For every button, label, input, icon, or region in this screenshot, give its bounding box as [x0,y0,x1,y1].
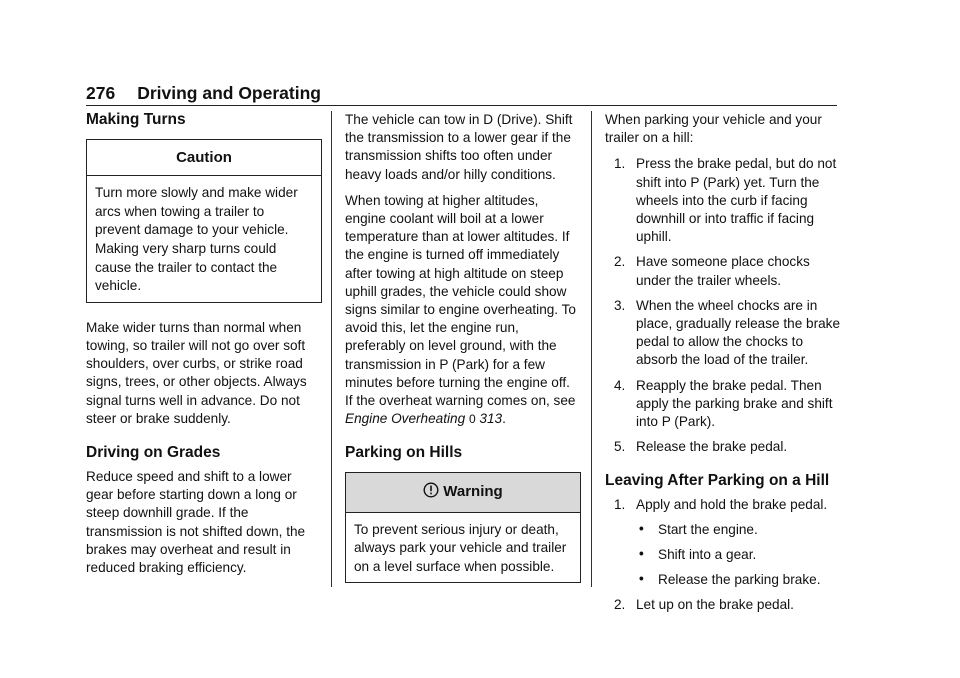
step-number: 1. [614,497,626,513]
parking-hills-heading: Parking on Hills [345,444,463,462]
caution-title: Caution [87,140,321,176]
bullet-dot: • [639,520,644,536]
leaving-hill-heading: Leaving After Parking on a Hill [605,472,830,490]
step-text: Reapply the brake pedal. Then apply the parking brake and shift into P (Park). [636,377,833,430]
bullet-text: Release the parking brake. [658,572,821,588]
altitude-text: When towing at higher altitudes, engine coolant will boil at a lower temperature than at lower altitudes. If the engine is turned off immediately after towing at high altitude on steep uphill grades, the vehicle could show signs similar to engine overheating. To avoid this, let the engine run, preferably on level ground, with the transmission in P (Park) for a few minutes before turning the engine off. If the overheat warning comes on, see [345,192,576,409]
page-number: 276 [86,83,116,103]
engine-overheating-link[interactable]: Engine Overheating [345,411,466,427]
leaving-hill-steps [605,496,841,614]
hill-parking-steps [605,155,841,456]
caution-text: Turn more slowly and make wider arcs when towing a trailer to prevent damage to your vehicle. Making very sharp turns could cause the trailer to contact the vehicle. [95,185,298,294]
step-text: Have someone place chocks under the trailer wheels. [636,254,810,288]
column-2 [345,111,581,599]
warning-icon [423,482,439,503]
list-item [605,253,841,289]
warning-title: Warning [443,483,503,501]
drive-paragraph: The vehicle can tow in D (Drive). Shift the transmission to a lower gear if the transmission shifts too often under heavy loads and/or hilly conditions. [345,112,573,182]
warning-text: To prevent serious injury or death, always park your vehicle and trailer on a level surface when possible. [354,521,567,574]
warning-header [346,473,580,512]
list-item [605,297,841,370]
bullet-list [636,521,841,590]
altitude-paragraph [345,192,581,429]
bullet-item [636,571,841,589]
step-text: Press the brake pedal, but do not shift into P (Park) yet. Turn the wheels into the curb if facing downhill or into traffic if facing uphill. [636,156,837,245]
driving-grades-heading: Driving on Grades [86,443,221,461]
step-number: 3. [614,297,626,313]
list-item [605,377,841,432]
column-divider [591,111,592,587]
caution-box [86,139,322,303]
making-turns-paragraph: Make wider turns than normal when towing, so trailer will not go over soft shoulders, over curbs, or strike road signs, trees, or other objects. Always signal turns well in advance. Do not steer or brake suddenly. [86,319,307,426]
page-ref-arrow-icon: 0 [468,412,476,427]
step-text: Release the brake pedal. [636,439,788,455]
bullet-dot: • [639,545,644,561]
column-1 [86,111,322,585]
step-text: When the wheel chocks are in place, gradually release the brake pedal to allow the chocks to absorb the load of the trailer. [636,297,841,368]
driving-grades-paragraph: Reduce speed and shift to a lower gear before starting down a long or steep downhill grade. If the transmission is not shifted down, the brakes may overheat and result in reduced braking efficiency. [86,468,306,575]
step-number: 2. [614,254,626,270]
step-text: Let up on the brake pedal. [636,597,794,613]
bullet-item [636,546,841,564]
column-divider [331,111,332,587]
list-item [605,438,841,456]
bullet-text: Shift into a gear. [658,546,757,562]
section-title: Driving and Operating [137,83,321,103]
step-text: Apply and hold the brake pedal. [636,497,828,513]
bullet-item [636,521,841,539]
list-item [605,155,841,246]
step-number: 5. [614,439,626,455]
bullet-text: Start the engine. [658,521,758,537]
page-ref-number[interactable]: 313 [479,411,503,427]
list-item [605,496,841,589]
list-item [605,596,841,614]
column-3 [605,111,841,621]
step-number: 2. [614,597,626,613]
step-number: 1. [614,156,626,172]
making-turns-heading: Making Turns [86,111,186,128]
warning-box [345,472,581,583]
hill-parking-intro: When parking your vehicle and your trailer on a hill: [605,112,822,146]
ref-period: . [502,411,506,427]
step-number: 4. [614,377,626,393]
bullet-dot: • [639,571,644,587]
page-header [86,83,837,106]
